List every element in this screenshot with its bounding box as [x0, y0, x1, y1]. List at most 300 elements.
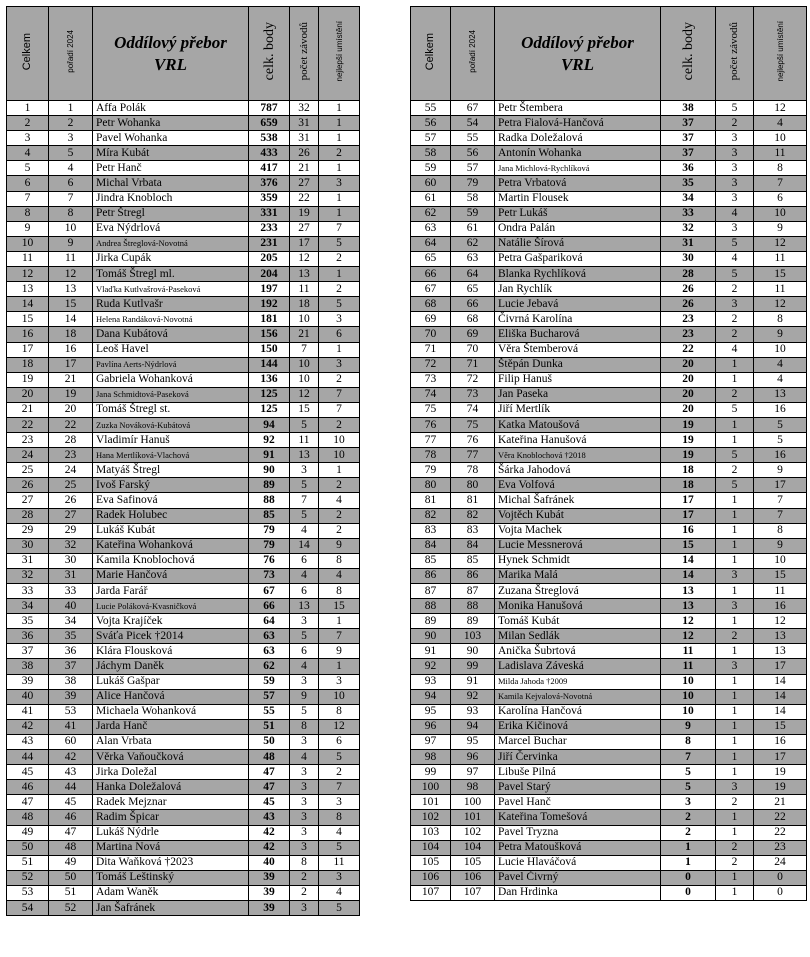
previous-rank-cell: 45 [49, 795, 93, 810]
rank-cell: 82 [411, 508, 451, 523]
previous-rank-cell: 16 [49, 342, 93, 357]
best-place-cell: 14 [754, 689, 807, 704]
table-row [411, 885, 807, 900]
name-cell: Kateřina Hanušová [495, 433, 661, 448]
name-cell: Hanka Doležalová [93, 780, 249, 795]
best-place-cell: 10 [319, 433, 360, 448]
table-row [411, 267, 807, 282]
header-title [93, 7, 249, 101]
best-place-cell: 16 [754, 448, 807, 463]
points-cell: 23 [661, 327, 716, 342]
points-cell: 359 [249, 191, 290, 206]
races-cell: 1 [716, 553, 754, 568]
best-place-cell: 8 [754, 312, 807, 327]
races-cell: 5 [290, 704, 319, 719]
races-cell: 3 [290, 795, 319, 810]
races-cell: 3 [716, 599, 754, 614]
races-cell: 10 [290, 312, 319, 327]
rank-cell: 62 [411, 206, 451, 221]
best-place-cell: 14 [754, 674, 807, 689]
races-cell: 2 [716, 327, 754, 342]
best-place-cell: 2 [319, 146, 360, 161]
best-place-cell: 6 [319, 734, 360, 749]
table-row [411, 523, 807, 538]
best-place-cell: 5 [754, 417, 807, 432]
previous-rank-cell: 73 [451, 387, 495, 402]
previous-rank-cell: 41 [49, 719, 93, 734]
previous-rank-cell: 10 [49, 221, 93, 236]
previous-rank-cell: 53 [49, 704, 93, 719]
races-cell: 13 [290, 599, 319, 614]
name-cell: Eva Volfová [495, 478, 661, 493]
table-row [411, 146, 807, 161]
points-cell: 76 [249, 553, 290, 568]
best-place-cell: 17 [754, 478, 807, 493]
points-cell: 1 [661, 855, 716, 870]
previous-rank-cell: 63 [451, 251, 495, 266]
rank-cell: 16 [7, 327, 49, 342]
name-cell: Lucie Poláková-Kvasničková [93, 599, 249, 614]
name-cell: Eva Nýdrlová [93, 221, 249, 236]
table-row [411, 508, 807, 523]
name-cell: Radek Holubec [93, 508, 249, 523]
points-cell: 136 [249, 372, 290, 387]
previous-rank-cell: 80 [451, 478, 495, 493]
name-cell: Alan Vrbata [93, 734, 249, 749]
races-cell: 26 [290, 146, 319, 161]
previous-rank-cell: 72 [451, 372, 495, 387]
points-cell: 45 [249, 795, 290, 810]
name-cell: Lucie Jebavá [495, 297, 661, 312]
previous-rank-cell: 77 [451, 448, 495, 463]
previous-rank-cell: 23 [49, 448, 93, 463]
rank-cell: 74 [411, 387, 451, 402]
best-place-cell: 10 [754, 131, 807, 146]
points-cell: 39 [249, 870, 290, 885]
table-row [411, 372, 807, 387]
table-row [7, 553, 360, 568]
rank-cell: 18 [7, 357, 49, 372]
name-cell: Jarda Farář [93, 584, 249, 599]
rank-cell: 17 [7, 342, 49, 357]
points-cell: 57 [249, 689, 290, 704]
races-cell: 1 [716, 357, 754, 372]
best-place-cell: 10 [754, 553, 807, 568]
races-cell: 1 [716, 810, 754, 825]
table-row [7, 402, 360, 417]
races-cell: 12 [290, 251, 319, 266]
points-cell: 17 [661, 508, 716, 523]
points-cell: 2 [661, 810, 716, 825]
best-place-cell: 2 [319, 417, 360, 432]
name-cell: Petr Hanč [93, 161, 249, 176]
points-cell: 150 [249, 342, 290, 357]
best-place-cell: 4 [319, 825, 360, 840]
points-cell: 43 [249, 810, 290, 825]
name-cell: Antonín Wohanka [495, 146, 661, 161]
table-row [411, 659, 807, 674]
name-cell: Katka Matoušová [495, 417, 661, 432]
previous-rank-cell: 11 [49, 251, 93, 266]
name-cell: Hynek Schmidt [495, 553, 661, 568]
points-cell: 659 [249, 116, 290, 131]
races-cell: 5 [290, 478, 319, 493]
table-row [7, 704, 360, 719]
previous-rank-cell: 7 [49, 191, 93, 206]
points-cell: 331 [249, 206, 290, 221]
name-cell: Věra Knoblochová †2018 [495, 448, 661, 463]
table-body-right [411, 7, 807, 901]
points-cell: 192 [249, 297, 290, 312]
races-cell: 2 [716, 795, 754, 810]
points-cell: 18 [661, 478, 716, 493]
table-row [7, 900, 360, 915]
races-cell: 31 [290, 131, 319, 146]
previous-rank-cell: 96 [451, 750, 495, 765]
points-cell: 10 [661, 674, 716, 689]
rank-cell: 103 [411, 825, 451, 840]
table-row [7, 870, 360, 885]
races-cell: 21 [290, 161, 319, 176]
previous-rank-cell: 35 [49, 629, 93, 644]
rank-cell: 56 [411, 116, 451, 131]
previous-rank-cell: 84 [451, 538, 495, 553]
best-place-cell: 8 [754, 161, 807, 176]
best-place-cell: 1 [319, 116, 360, 131]
races-cell: 1 [716, 734, 754, 749]
table-row [7, 629, 360, 644]
name-cell: Kamila Knoblochová [93, 553, 249, 568]
rank-cell: 37 [7, 644, 49, 659]
races-cell: 8 [290, 719, 319, 734]
name-cell: Anička Šubrtová [495, 644, 661, 659]
rank-cell: 54 [7, 900, 49, 915]
previous-rank-cell: 55 [451, 131, 495, 146]
best-place-cell: 3 [319, 674, 360, 689]
name-cell: Eliška Bucharová [495, 327, 661, 342]
previous-rank-cell: 30 [49, 553, 93, 568]
name-cell: Pavel Tryzna [495, 825, 661, 840]
previous-rank-cell: 46 [49, 810, 93, 825]
table-row [411, 176, 807, 191]
rank-cell: 28 [7, 508, 49, 523]
table-row [7, 176, 360, 191]
races-cell: 3 [290, 840, 319, 855]
name-cell: Hana Mertlíková-Vlachová [93, 448, 249, 463]
name-cell: Jana Schmidtová-Paseková [93, 387, 249, 402]
points-cell: 19 [661, 433, 716, 448]
races-cell: 1 [716, 372, 754, 387]
name-cell: Adam Waněk [93, 885, 249, 900]
name-cell: Milan Sedlák [495, 629, 661, 644]
points-cell: 417 [249, 161, 290, 176]
table-row [7, 116, 360, 131]
races-cell: 3 [716, 780, 754, 795]
table-row [411, 191, 807, 206]
previous-rank-cell: 67 [451, 101, 495, 116]
name-cell: Petra Vrbatová [495, 176, 661, 191]
rank-cell: 22 [7, 417, 49, 432]
previous-rank-cell: 100 [451, 795, 495, 810]
rank-cell: 5 [7, 161, 49, 176]
rank-cell: 43 [7, 734, 49, 749]
title-line2: VRL [153, 54, 188, 74]
previous-rank-cell: 103 [451, 629, 495, 644]
table-row [411, 493, 807, 508]
previous-rank-cell: 102 [451, 825, 495, 840]
previous-rank-cell: 90 [451, 644, 495, 659]
previous-rank-cell: 6 [49, 176, 93, 191]
points-cell: 37 [661, 131, 716, 146]
rank-cell: 49 [7, 825, 49, 840]
best-place-cell: 7 [754, 176, 807, 191]
races-cell: 8 [290, 855, 319, 870]
races-cell: 15 [290, 402, 319, 417]
points-cell: 181 [249, 312, 290, 327]
best-place-cell: 8 [754, 523, 807, 538]
table-row [7, 719, 360, 734]
rank-cell: 69 [411, 312, 451, 327]
table-row [411, 433, 807, 448]
table-row [411, 644, 807, 659]
races-cell: 21 [290, 327, 319, 342]
table-row [7, 568, 360, 583]
points-cell: 19 [661, 448, 716, 463]
rank-cell: 79 [411, 463, 451, 478]
previous-rank-cell: 1 [49, 101, 93, 116]
rank-cell: 20 [7, 387, 49, 402]
previous-rank-cell: 57 [451, 161, 495, 176]
points-cell: 63 [249, 629, 290, 644]
races-cell: 1 [716, 538, 754, 553]
name-cell: Petr Štregl [93, 206, 249, 221]
previous-rank-cell: 33 [49, 584, 93, 599]
name-cell: Tomáš Štregl ml. [93, 267, 249, 282]
previous-rank-cell: 2 [49, 116, 93, 131]
previous-rank-cell: 94 [451, 719, 495, 734]
name-cell: Milda Jahoda †2009 [495, 674, 661, 689]
previous-rank-cell: 38 [49, 674, 93, 689]
points-cell: 35 [661, 176, 716, 191]
races-cell: 2 [716, 840, 754, 855]
races-cell: 2 [716, 387, 754, 402]
best-place-cell: 19 [754, 780, 807, 795]
name-cell: Eva Safinová [93, 493, 249, 508]
previous-rank-cell: 78 [451, 463, 495, 478]
points-cell: 433 [249, 146, 290, 161]
points-cell: 42 [249, 825, 290, 840]
previous-rank-cell: 69 [451, 327, 495, 342]
rank-cell: 94 [411, 689, 451, 704]
rank-cell: 80 [411, 478, 451, 493]
best-place-cell: 2 [319, 372, 360, 387]
name-cell: Štěpán Dunka [495, 357, 661, 372]
table-row [411, 236, 807, 251]
table-row [411, 855, 807, 870]
rank-cell: 64 [411, 236, 451, 251]
previous-rank-cell: 91 [451, 674, 495, 689]
table-row [7, 599, 360, 614]
table-row [7, 267, 360, 282]
previous-rank-cell: 60 [49, 734, 93, 749]
title-line1: Oddílový přebor [521, 32, 634, 52]
table-row [411, 402, 807, 417]
best-place-cell: 15 [754, 719, 807, 734]
table-row [7, 795, 360, 810]
best-place-cell: 7 [319, 387, 360, 402]
rank-cell: 23 [7, 433, 49, 448]
best-place-cell: 11 [754, 146, 807, 161]
previous-rank-cell: 42 [49, 750, 93, 765]
name-cell: Marika Malá [495, 568, 661, 583]
races-cell: 10 [290, 372, 319, 387]
table-row [411, 599, 807, 614]
table-row [7, 387, 360, 402]
table-row [411, 810, 807, 825]
best-place-cell: 1 [319, 659, 360, 674]
points-cell: 197 [249, 282, 290, 297]
table-row [7, 101, 360, 116]
points-cell: 26 [661, 282, 716, 297]
table-row [411, 765, 807, 780]
name-cell: Michal Vrbata [93, 176, 249, 191]
points-cell: 55 [249, 704, 290, 719]
rank-cell: 48 [7, 810, 49, 825]
races-cell: 27 [290, 176, 319, 191]
best-place-cell: 5 [754, 433, 807, 448]
name-cell: Vojta Krajíček [93, 614, 249, 629]
best-place-cell: 2 [319, 478, 360, 493]
table-row [411, 568, 807, 583]
races-cell: 11 [290, 282, 319, 297]
previous-rank-cell: 56 [451, 146, 495, 161]
races-cell: 4 [716, 342, 754, 357]
best-place-cell: 10 [754, 342, 807, 357]
races-cell: 5 [716, 402, 754, 417]
points-cell: 2 [661, 825, 716, 840]
name-cell: Michaela Wohanková [93, 704, 249, 719]
name-cell: Pavlína Aerts-Nýdrlová [93, 357, 249, 372]
best-place-cell: 9 [754, 327, 807, 342]
best-place-cell: 1 [319, 131, 360, 146]
best-place-cell: 15 [754, 267, 807, 282]
previous-rank-cell: 66 [451, 297, 495, 312]
best-place-cell: 2 [319, 508, 360, 523]
name-cell: Martina Nová [93, 840, 249, 855]
table-row [411, 704, 807, 719]
header-body: celk. body [249, 7, 290, 101]
name-cell: Ondra Palán [495, 221, 661, 236]
points-cell: 233 [249, 221, 290, 236]
rank-cell: 33 [7, 584, 49, 599]
table-row [7, 161, 360, 176]
points-cell: 39 [249, 900, 290, 915]
rank-cell: 51 [7, 855, 49, 870]
best-place-cell: 1 [319, 101, 360, 116]
rank-cell: 53 [7, 885, 49, 900]
races-cell: 3 [716, 221, 754, 236]
points-cell: 79 [249, 523, 290, 538]
name-cell: Marcel Buchar [495, 734, 661, 749]
rank-cell: 52 [7, 870, 49, 885]
previous-rank-cell: 83 [451, 523, 495, 538]
previous-rank-cell: 52 [49, 900, 93, 915]
races-cell: 9 [290, 689, 319, 704]
best-place-cell: 12 [754, 101, 807, 116]
best-place-cell: 15 [754, 568, 807, 583]
table-row [7, 765, 360, 780]
previous-rank-cell: 3 [49, 131, 93, 146]
races-cell: 3 [716, 568, 754, 583]
table-row [7, 357, 360, 372]
best-place-cell: 12 [754, 297, 807, 312]
races-cell: 22 [290, 191, 319, 206]
races-cell: 27 [290, 221, 319, 236]
table-row [411, 674, 807, 689]
best-place-cell: 2 [319, 523, 360, 538]
best-place-cell: 11 [754, 251, 807, 266]
best-place-cell: 13 [754, 387, 807, 402]
best-place-cell: 4 [319, 493, 360, 508]
races-cell: 3 [290, 825, 319, 840]
previous-rank-cell: 22 [49, 417, 93, 432]
points-cell: 30 [661, 251, 716, 266]
best-place-cell: 5 [319, 750, 360, 765]
previous-rank-cell: 104 [451, 840, 495, 855]
previous-rank-cell: 70 [451, 342, 495, 357]
points-cell: 12 [661, 629, 716, 644]
best-place-cell: 13 [754, 629, 807, 644]
name-cell: Jáchym Daněk [93, 659, 249, 674]
best-place-cell: 3 [319, 357, 360, 372]
best-place-cell: 9 [754, 463, 807, 478]
races-cell: 3 [290, 780, 319, 795]
best-place-cell: 13 [754, 644, 807, 659]
rank-cell: 73 [411, 372, 451, 387]
rank-cell: 26 [7, 478, 49, 493]
rank-cell: 4 [7, 146, 49, 161]
previous-rank-cell: 24 [49, 463, 93, 478]
races-cell: 13 [290, 448, 319, 463]
rank-cell: 30 [7, 538, 49, 553]
best-place-cell: 12 [319, 719, 360, 734]
table-row [7, 584, 360, 599]
rank-cell: 34 [7, 599, 49, 614]
rank-cell: 3 [7, 131, 49, 146]
rank-cell: 67 [411, 282, 451, 297]
rank-cell: 40 [7, 689, 49, 704]
title-line1: Oddílový přebor [114, 32, 227, 52]
table-row [7, 840, 360, 855]
previous-rank-cell: 43 [49, 765, 93, 780]
rank-cell: 97 [411, 734, 451, 749]
best-place-cell: 16 [754, 599, 807, 614]
table-row [7, 855, 360, 870]
best-place-cell: 10 [319, 689, 360, 704]
races-cell: 12 [290, 387, 319, 402]
name-cell: Petra Matoušková [495, 840, 661, 855]
rank-cell: 11 [7, 251, 49, 266]
rank-cell: 14 [7, 297, 49, 312]
rank-cell: 105 [411, 855, 451, 870]
points-cell: 125 [249, 387, 290, 402]
name-cell: Dan Hrdinka [495, 885, 661, 900]
races-cell: 3 [716, 176, 754, 191]
best-place-cell: 7 [319, 629, 360, 644]
races-cell: 1 [716, 644, 754, 659]
races-cell: 1 [716, 614, 754, 629]
rank-cell: 29 [7, 523, 49, 538]
